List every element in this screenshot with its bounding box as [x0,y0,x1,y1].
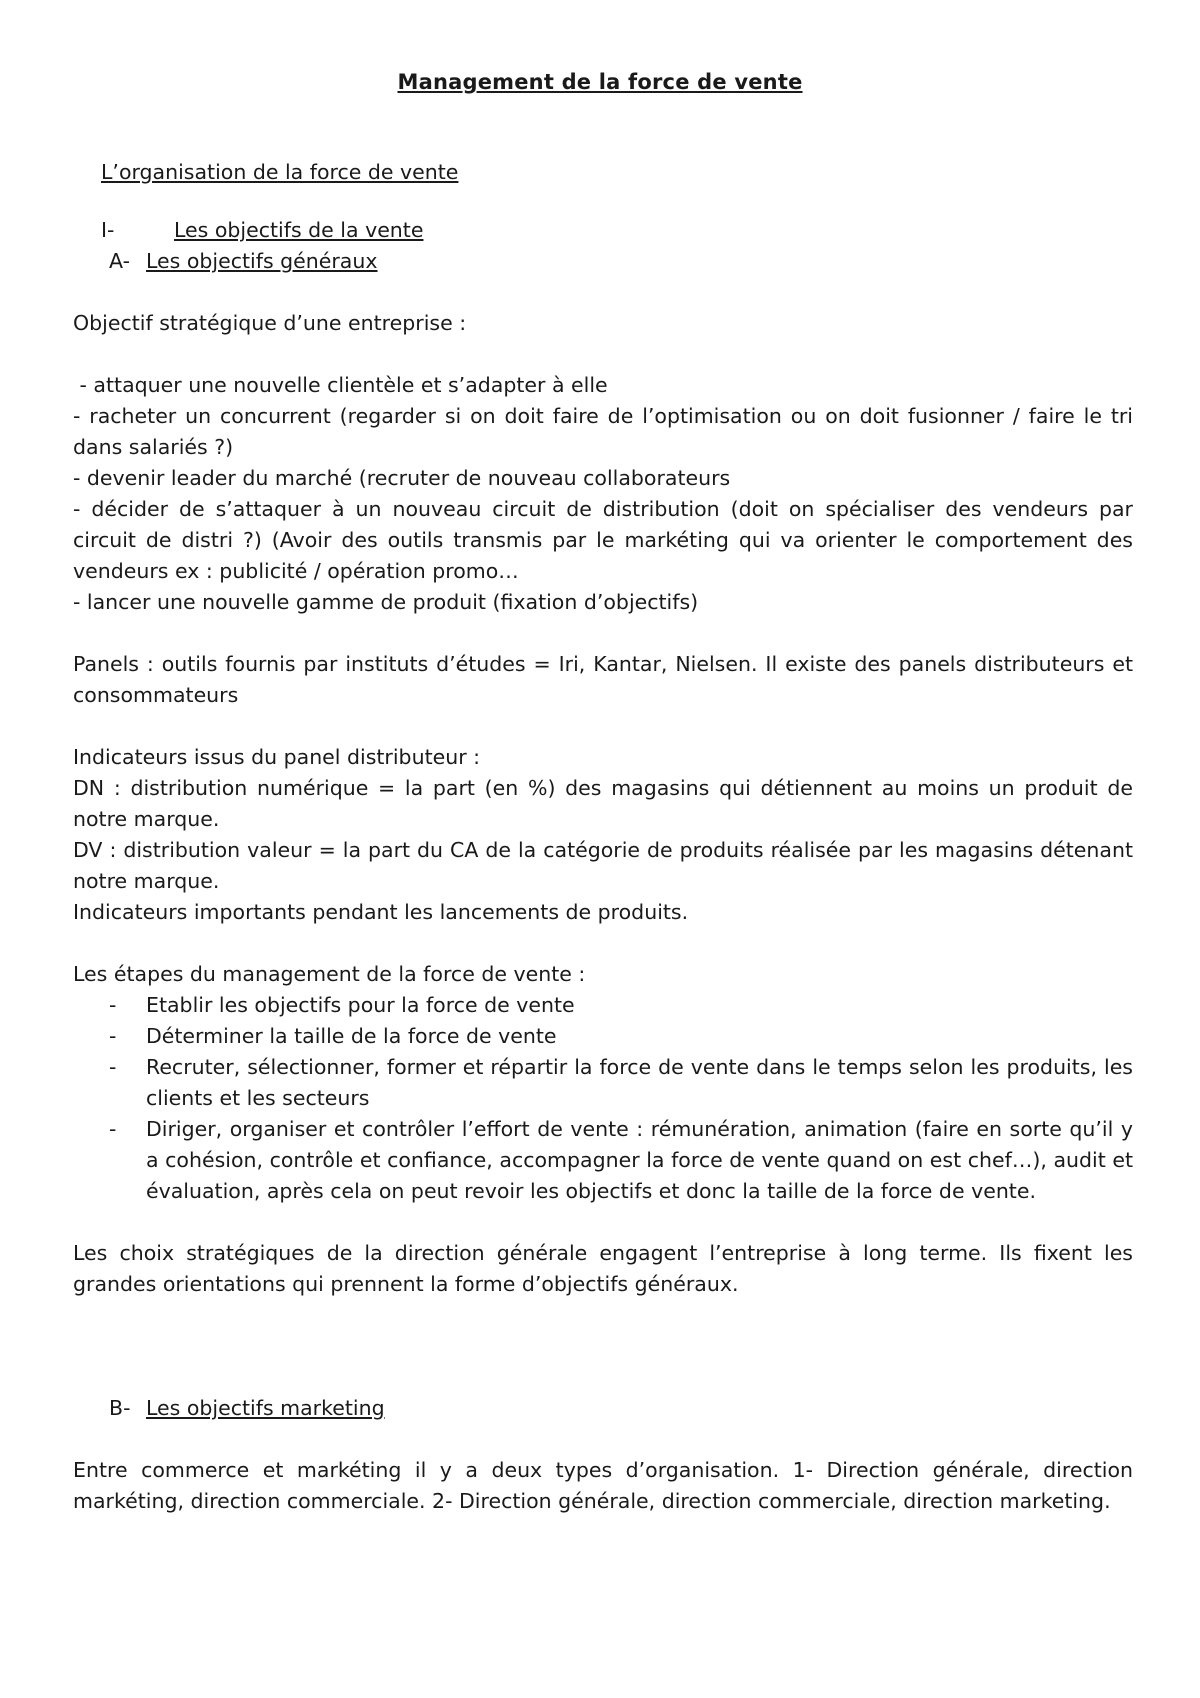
objectif-item-4: - décider de s’attaquer à un nouveau circuit de distribution (doit on spécialiser des vendeurs par circuit de distri ?) (Avoir des outils transmis par le markéting qui va orienter le comportement des vendeurs ex : publicité / opération promo… [73,497,1133,583]
choix-paragraph: Les choix stratégiques de la direction générale engagent l’entreprise à long terme. Ils fixent les grandes orientations qui prennent la forme d’objectifs généraux. [73,1241,1133,1296]
document-title: Management de la force de vente [397,70,803,94]
subpart-heading-objectifs-generaux: Les objectifs généraux [146,249,378,273]
indicateur-dn: DN : distribution numérique = la part (en %) des magasins qui détiennent au moins un produit de notre marque. [73,776,1133,831]
objectif-item-5: - lancer une nouvelle gamme de produit (fixation d’objectifs) [73,590,699,614]
objectifs-intro: Objectif stratégique d’une entreprise : [73,311,467,335]
objectif-item-1: - attaquer une nouvelle clientèle et s’adapter à elle [73,373,608,397]
indicateurs-intro: Indicateurs issus du panel distributeur : [73,745,481,769]
subpart-letter-a: A- [109,249,130,273]
indicateurs-note: Indicateurs importants pendant les lancements de produits. [73,900,689,924]
objectif-item-3: - devenir leader du marché (recruter de nouveau collaborateurs [73,466,731,490]
indicateur-dv: DV : distribution valeur = la part du CA de la catégorie de produits réalisée par les magasins détenant notre marque. [73,838,1133,893]
list-item: - Recruter, sélectionner, former et répartir la force de vente dans le temps selon les produits, les clients et les secteurs [73,1052,1133,1114]
etapes-intro: Les étapes du management de la force de vente : [73,962,586,986]
subpart-heading-objectifs-marketing: Les objectifs marketing [146,1396,385,1420]
list-item: - Déterminer la taille de la force de vente [73,1021,1133,1052]
document-body-end [73,1455,1133,1517]
panels-paragraph: Panels : outils fournis par instituts d’études = Iri, Kantar, Nielsen. Il existe des panels distributeurs et consommateurs [73,652,1133,707]
section-heading-organisation: L’organisation de la force de vente [101,160,459,184]
part-number-1: I- [101,218,115,242]
etapes-list [73,990,1133,1207]
document-body [73,308,1133,1300]
objectif-item-2: - racheter un concurrent (regarder si on doit faire de l’optimisation ou on doit fusionner / faire le tri dans salariés ?) [73,404,1133,459]
list-item: - Etablir les objectifs pour la force de vente [73,990,1133,1021]
commerce-paragraph: Entre commerce et markéting il y a deux types d’organisation. 1- Direction générale, direction markéting, direction commerciale. 2- Direction générale, direction commerciale, direction marketing. [73,1458,1133,1513]
subpart-letter-b: B- [109,1396,131,1420]
list-item: - Diriger, organiser et contrôler l’effort de vente : rémunération, animation (faire en sorte qu’il y a cohésion, contrôle et confiance, accompagner la force de vente quand on est chef…), audit et évaluation, après cela on peut revoir les objectifs et donc la taille de la force de vente. [73,1114,1133,1207]
part-heading-objectifs-vente: Les objectifs de la vente [174,218,424,242]
